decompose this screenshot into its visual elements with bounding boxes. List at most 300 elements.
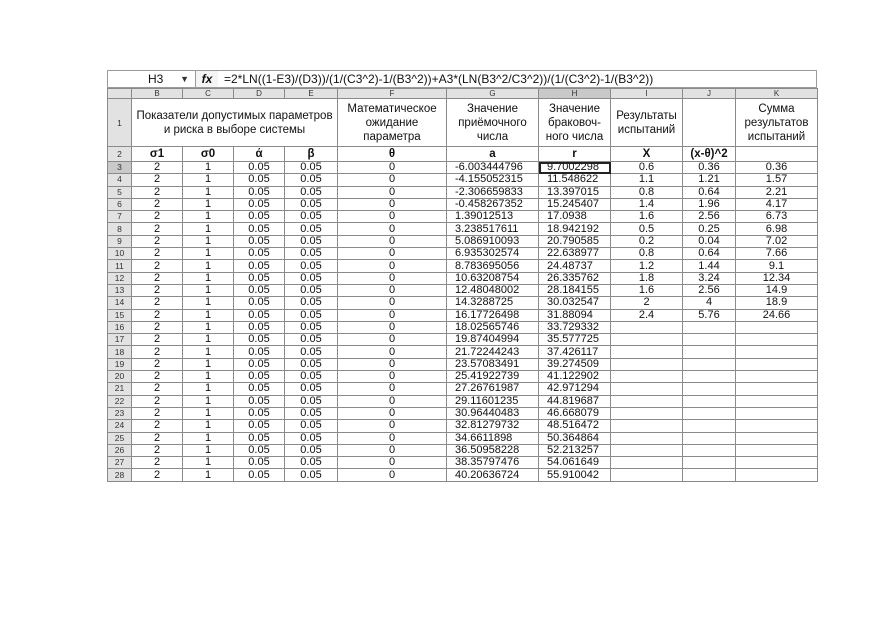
cell[interactable]: 0 bbox=[338, 358, 447, 370]
cell[interactable]: 0 bbox=[338, 309, 447, 321]
cell[interactable]: 18.942192 bbox=[539, 223, 611, 235]
cell[interactable]: 0.64 bbox=[683, 248, 736, 260]
cell[interactable]: -6.003444796 bbox=[447, 162, 539, 174]
row-header[interactable]: 26 bbox=[108, 444, 132, 456]
cell[interactable]: 1 bbox=[183, 248, 234, 260]
cell[interactable]: 0.05 bbox=[285, 235, 338, 247]
cell[interactable]: 2 bbox=[132, 272, 183, 284]
cell[interactable]: 0 bbox=[338, 334, 447, 346]
cell[interactable]: 2 bbox=[132, 260, 183, 272]
cell[interactable]: 18.9 bbox=[736, 297, 818, 309]
cell[interactable]: 2 bbox=[132, 358, 183, 370]
cell[interactable] bbox=[683, 432, 736, 444]
cell[interactable] bbox=[611, 444, 683, 456]
row-header[interactable]: 12 bbox=[108, 272, 132, 284]
cell[interactable]: 11.548622 bbox=[539, 174, 611, 186]
cell[interactable]: 1.1 bbox=[611, 174, 683, 186]
cell[interactable] bbox=[611, 358, 683, 370]
symbol-cell[interactable]: θ bbox=[338, 147, 447, 162]
cell[interactable]: 0 bbox=[338, 186, 447, 198]
cell[interactable]: 2 bbox=[132, 162, 183, 174]
cell[interactable]: 20.790585 bbox=[539, 235, 611, 247]
cell[interactable]: 52.213257 bbox=[539, 444, 611, 456]
column-header[interactable]: D bbox=[234, 89, 285, 99]
cell[interactable]: 12.34 bbox=[736, 272, 818, 284]
cell[interactable]: 2 bbox=[132, 371, 183, 383]
cell[interactable]: -4.155052315 bbox=[447, 174, 539, 186]
cell[interactable]: 2 bbox=[611, 297, 683, 309]
cell[interactable] bbox=[736, 371, 818, 383]
cell[interactable]: 0.05 bbox=[234, 420, 285, 432]
cell[interactable]: 2 bbox=[132, 420, 183, 432]
cell[interactable]: 3.238517611 bbox=[447, 223, 539, 235]
cell[interactable]: 28.184155 bbox=[539, 284, 611, 296]
cell[interactable] bbox=[736, 469, 818, 481]
cell[interactable]: 0.05 bbox=[234, 334, 285, 346]
row-header[interactable]: 15 bbox=[108, 309, 132, 321]
cell[interactable]: 15.245407 bbox=[539, 198, 611, 210]
cell[interactable] bbox=[611, 432, 683, 444]
cell[interactable]: 2 bbox=[132, 457, 183, 469]
cell[interactable]: 1 bbox=[183, 260, 234, 272]
row-header[interactable]: 11 bbox=[108, 260, 132, 272]
cell[interactable]: 0 bbox=[338, 457, 447, 469]
cell[interactable]: 9.1 bbox=[736, 260, 818, 272]
cell[interactable]: 0 bbox=[338, 297, 447, 309]
cell[interactable]: 0 bbox=[338, 174, 447, 186]
row-header[interactable]: 17 bbox=[108, 334, 132, 346]
cell[interactable]: 0 bbox=[338, 211, 447, 223]
cell[interactable]: 48.516472 bbox=[539, 420, 611, 432]
cell[interactable]: 0.05 bbox=[285, 309, 338, 321]
cell[interactable]: 1 bbox=[183, 371, 234, 383]
cell[interactable]: 1 bbox=[183, 432, 234, 444]
name-box[interactable] bbox=[108, 71, 196, 87]
select-all-corner[interactable] bbox=[108, 89, 132, 99]
cell[interactable]: 1 bbox=[183, 198, 234, 210]
cell[interactable]: 16.17726498 bbox=[447, 309, 539, 321]
cell[interactable]: -2.306659833 bbox=[447, 186, 539, 198]
cell[interactable]: 0.05 bbox=[285, 211, 338, 223]
cell[interactable]: 0.05 bbox=[234, 223, 285, 235]
cell[interactable]: 0.25 bbox=[683, 223, 736, 235]
cell[interactable] bbox=[683, 334, 736, 346]
cell[interactable]: 0.05 bbox=[234, 248, 285, 260]
fx-icon[interactable]: fx bbox=[201, 72, 213, 86]
cell[interactable]: 13.397015 bbox=[539, 186, 611, 198]
symbol-cell[interactable] bbox=[736, 147, 818, 162]
row-header[interactable]: 21 bbox=[108, 383, 132, 395]
cell[interactable] bbox=[611, 469, 683, 481]
cell[interactable] bbox=[683, 444, 736, 456]
cell[interactable]: 2 bbox=[132, 198, 183, 210]
cell[interactable]: 1.8 bbox=[611, 272, 683, 284]
column-header[interactable]: G bbox=[447, 89, 539, 99]
row-header[interactable]: 28 bbox=[108, 469, 132, 481]
cell[interactable]: 0.05 bbox=[234, 469, 285, 481]
row-header[interactable]: 4 bbox=[108, 174, 132, 186]
cell[interactable]: 38.35797476 bbox=[447, 457, 539, 469]
column-header[interactable]: J bbox=[683, 89, 736, 99]
cell[interactable]: 0.05 bbox=[234, 186, 285, 198]
cell[interactable]: 2 bbox=[132, 395, 183, 407]
cell[interactable]: 0.05 bbox=[285, 248, 338, 260]
cell[interactable] bbox=[736, 407, 818, 419]
cell[interactable]: 0.05 bbox=[285, 395, 338, 407]
cell[interactable]: 1 bbox=[183, 346, 234, 358]
cell[interactable]: 0.36 bbox=[736, 162, 818, 174]
cell[interactable]: 4 bbox=[683, 297, 736, 309]
row-header[interactable]: 22 bbox=[108, 395, 132, 407]
cell[interactable]: 0 bbox=[338, 346, 447, 358]
cell[interactable]: 7.02 bbox=[736, 235, 818, 247]
cell[interactable]: 0.05 bbox=[285, 198, 338, 210]
row-header[interactable]: 5 bbox=[108, 186, 132, 198]
cell[interactable]: 1 bbox=[183, 235, 234, 247]
cell[interactable]: 19.87404994 bbox=[447, 334, 539, 346]
cell[interactable]: 2 bbox=[132, 346, 183, 358]
cell[interactable] bbox=[683, 371, 736, 383]
cell[interactable]: 18.02565746 bbox=[447, 321, 539, 333]
cell[interactable]: 0.05 bbox=[234, 383, 285, 395]
cell[interactable]: 0 bbox=[338, 420, 447, 432]
cell[interactable]: 0.05 bbox=[285, 174, 338, 186]
row-header[interactable]: 25 bbox=[108, 432, 132, 444]
cell[interactable]: 0.05 bbox=[234, 272, 285, 284]
cell[interactable]: 0 bbox=[338, 248, 447, 260]
cell[interactable]: 0.05 bbox=[234, 297, 285, 309]
row-header[interactable]: 14 bbox=[108, 297, 132, 309]
cell[interactable]: 1 bbox=[183, 420, 234, 432]
cell[interactable]: 0.05 bbox=[285, 223, 338, 235]
cell[interactable]: 0.6 bbox=[611, 162, 683, 174]
column-header[interactable]: B bbox=[132, 89, 183, 99]
cell[interactable]: 2 bbox=[132, 235, 183, 247]
cell[interactable]: 33.729332 bbox=[539, 321, 611, 333]
cell[interactable]: 6.935302574 bbox=[447, 248, 539, 260]
cell[interactable]: 0.8 bbox=[611, 186, 683, 198]
symbol-cell[interactable]: ά bbox=[234, 147, 285, 162]
cell[interactable]: 2 bbox=[132, 309, 183, 321]
cell[interactable]: 29.11601235 bbox=[447, 395, 539, 407]
cell[interactable]: 1.21 bbox=[683, 174, 736, 186]
cell[interactable] bbox=[736, 444, 818, 456]
cell[interactable]: 0 bbox=[338, 469, 447, 481]
cell[interactable]: 1 bbox=[183, 162, 234, 174]
cell[interactable]: 1 bbox=[183, 211, 234, 223]
cell[interactable]: 0.05 bbox=[285, 432, 338, 444]
cell[interactable]: 0 bbox=[338, 260, 447, 272]
cell[interactable]: 1.96 bbox=[683, 198, 736, 210]
cell[interactable]: 0.05 bbox=[285, 358, 338, 370]
cell[interactable]: 0.05 bbox=[285, 260, 338, 272]
cell[interactable]: 37.426117 bbox=[539, 346, 611, 358]
cell[interactable]: 2 bbox=[132, 211, 183, 223]
cell[interactable]: 2 bbox=[132, 444, 183, 456]
cell[interactable]: 0 bbox=[338, 198, 447, 210]
cell[interactable]: 2.56 bbox=[683, 284, 736, 296]
row-header[interactable]: 10 bbox=[108, 248, 132, 260]
cell[interactable]: 1 bbox=[183, 383, 234, 395]
cell[interactable]: 9.7002298 bbox=[539, 162, 611, 174]
cell[interactable] bbox=[736, 383, 818, 395]
cell[interactable]: 1 bbox=[183, 469, 234, 481]
cell[interactable]: 2 bbox=[132, 223, 183, 235]
cell[interactable] bbox=[611, 321, 683, 333]
cell[interactable]: 0.05 bbox=[285, 469, 338, 481]
cell[interactable]: 2 bbox=[132, 248, 183, 260]
column-header[interactable]: E bbox=[285, 89, 338, 99]
cell[interactable]: 3.24 bbox=[683, 272, 736, 284]
cell[interactable]: 36.50958228 bbox=[447, 444, 539, 456]
cell[interactable]: 0.05 bbox=[285, 334, 338, 346]
cell[interactable]: 2 bbox=[132, 432, 183, 444]
cell[interactable]: 0 bbox=[338, 395, 447, 407]
cell[interactable]: 17.0938 bbox=[539, 211, 611, 223]
cell[interactable]: 35.577725 bbox=[539, 334, 611, 346]
cell[interactable]: 1 bbox=[183, 297, 234, 309]
cell[interactable]: 0.05 bbox=[285, 420, 338, 432]
cell[interactable]: 4.17 bbox=[736, 198, 818, 210]
cell[interactable]: 26.335762 bbox=[539, 272, 611, 284]
cell[interactable]: 22.638977 bbox=[539, 248, 611, 260]
cell[interactable]: 2.21 bbox=[736, 186, 818, 198]
cell[interactable]: 0 bbox=[338, 223, 447, 235]
row-header[interactable]: 24 bbox=[108, 420, 132, 432]
cell[interactable]: 1 bbox=[183, 321, 234, 333]
header-test-results[interactable]: Результаты испытаний bbox=[611, 99, 683, 147]
cell[interactable]: 6.98 bbox=[736, 223, 818, 235]
cell[interactable]: 0 bbox=[338, 371, 447, 383]
header-acceptance-number[interactable]: Значение приёмочного числа bbox=[447, 99, 539, 147]
cell[interactable] bbox=[683, 346, 736, 358]
cell[interactable]: 1 bbox=[183, 186, 234, 198]
cell[interactable]: 0.05 bbox=[285, 383, 338, 395]
cell[interactable]: 0.05 bbox=[285, 297, 338, 309]
cell[interactable]: 0.05 bbox=[285, 162, 338, 174]
column-header[interactable]: F bbox=[338, 89, 447, 99]
cell[interactable]: 6.73 bbox=[736, 211, 818, 223]
cell[interactable]: 41.122902 bbox=[539, 371, 611, 383]
header-math-expectation[interactable]: Математическое ожидание параметра bbox=[338, 99, 447, 147]
cell[interactable]: 0.05 bbox=[234, 395, 285, 407]
cell[interactable]: 0.05 bbox=[234, 284, 285, 296]
cell[interactable]: 1.4 bbox=[611, 198, 683, 210]
cell[interactable] bbox=[611, 383, 683, 395]
cell[interactable]: 0.05 bbox=[234, 309, 285, 321]
cell[interactable] bbox=[683, 395, 736, 407]
cell[interactable]: 0.05 bbox=[234, 211, 285, 223]
cell[interactable]: 2 bbox=[132, 297, 183, 309]
cell[interactable]: 1 bbox=[183, 358, 234, 370]
cell[interactable]: 0.05 bbox=[234, 444, 285, 456]
cell[interactable]: 23.57083491 bbox=[447, 358, 539, 370]
cell[interactable]: 0.64 bbox=[683, 186, 736, 198]
cell[interactable] bbox=[736, 321, 818, 333]
cell[interactable]: 5.086910093 bbox=[447, 235, 539, 247]
cell[interactable]: 7.66 bbox=[736, 248, 818, 260]
cell[interactable]: 0 bbox=[338, 162, 447, 174]
cell[interactable] bbox=[736, 346, 818, 358]
row-header[interactable]: 6 bbox=[108, 198, 132, 210]
cell[interactable]: 1 bbox=[183, 407, 234, 419]
cell[interactable]: 0.05 bbox=[234, 260, 285, 272]
cell[interactable]: 0.05 bbox=[285, 272, 338, 284]
cell[interactable]: 40.20636724 bbox=[447, 469, 539, 481]
header-results-sum[interactable]: Сумма результатов испытаний bbox=[736, 99, 818, 147]
cell[interactable]: 0.5 bbox=[611, 223, 683, 235]
cell[interactable]: 24.66 bbox=[736, 309, 818, 321]
column-header[interactable]: H bbox=[539, 89, 611, 99]
cell[interactable]: 54.061649 bbox=[539, 457, 611, 469]
cell[interactable]: 31.88094 bbox=[539, 309, 611, 321]
cell[interactable]: 34.6611898 bbox=[447, 432, 539, 444]
cell[interactable]: 0 bbox=[338, 383, 447, 395]
cell[interactable]: 0.05 bbox=[285, 444, 338, 456]
formula-input[interactable]: =2*LN((1-E3)/(D3))/(1/(C3^2)-1/(B3^2))+A3*(LN(B3^2/C3^2))/(1/(C3^2)-1/(B3^2)) bbox=[218, 71, 816, 87]
cell[interactable]: 5.76 bbox=[683, 309, 736, 321]
cell[interactable]: 0.05 bbox=[234, 371, 285, 383]
cell[interactable]: 1 bbox=[183, 272, 234, 284]
cell[interactable]: 1.57 bbox=[736, 174, 818, 186]
row-header[interactable]: 7 bbox=[108, 211, 132, 223]
cell[interactable]: 0.05 bbox=[285, 321, 338, 333]
column-header[interactable]: I bbox=[611, 89, 683, 99]
cell[interactable]: 0 bbox=[338, 321, 447, 333]
cell[interactable]: 0 bbox=[338, 284, 447, 296]
cell[interactable]: 0.05 bbox=[234, 162, 285, 174]
cell[interactable] bbox=[736, 358, 818, 370]
cell[interactable]: 0 bbox=[338, 272, 447, 284]
cell[interactable]: -0.458267352 bbox=[447, 198, 539, 210]
cell[interactable]: 30.96440483 bbox=[447, 407, 539, 419]
cell[interactable]: 0.04 bbox=[683, 235, 736, 247]
cell[interactable]: 2 bbox=[132, 186, 183, 198]
cell[interactable]: 55.910042 bbox=[539, 469, 611, 481]
cell[interactable]: 2 bbox=[132, 284, 183, 296]
cell[interactable] bbox=[611, 346, 683, 358]
cell[interactable]: 0 bbox=[338, 444, 447, 456]
cell[interactable]: 0 bbox=[338, 235, 447, 247]
cell[interactable]: 1 bbox=[183, 457, 234, 469]
cell[interactable]: 46.668079 bbox=[539, 407, 611, 419]
cell[interactable]: 14.9 bbox=[736, 284, 818, 296]
symbol-cell[interactable]: X bbox=[611, 147, 683, 162]
row-header[interactable]: 8 bbox=[108, 223, 132, 235]
column-header[interactable]: K bbox=[736, 89, 818, 99]
cell[interactable]: 39.274509 bbox=[539, 358, 611, 370]
cell[interactable]: 1.44 bbox=[683, 260, 736, 272]
cell[interactable]: 14.3288725 bbox=[447, 297, 539, 309]
cell[interactable]: 2.4 bbox=[611, 309, 683, 321]
cell[interactable]: 10.63208754 bbox=[447, 272, 539, 284]
symbol-cell[interactable]: β bbox=[285, 147, 338, 162]
cell[interactable]: 0.05 bbox=[234, 235, 285, 247]
cell[interactable]: 0.05 bbox=[234, 346, 285, 358]
cell[interactable]: 0.05 bbox=[285, 186, 338, 198]
cell[interactable]: 0.05 bbox=[234, 432, 285, 444]
row-header[interactable]: 20 bbox=[108, 371, 132, 383]
cell[interactable]: 0.05 bbox=[285, 284, 338, 296]
cell[interactable] bbox=[736, 432, 818, 444]
cell[interactable]: 2.56 bbox=[683, 211, 736, 223]
cell[interactable]: 27.26761987 bbox=[447, 383, 539, 395]
cell[interactable]: 1 bbox=[183, 334, 234, 346]
symbol-cell[interactable]: a bbox=[447, 147, 539, 162]
cell[interactable]: 1.6 bbox=[611, 284, 683, 296]
row-header[interactable]: 27 bbox=[108, 457, 132, 469]
cell[interactable]: 1 bbox=[183, 284, 234, 296]
cell[interactable]: 24.48737 bbox=[539, 260, 611, 272]
row-header[interactable]: 13 bbox=[108, 284, 132, 296]
cell[interactable] bbox=[683, 420, 736, 432]
cell[interactable]: 2 bbox=[132, 383, 183, 395]
cell[interactable]: 32.81279732 bbox=[447, 420, 539, 432]
cell[interactable]: 1.2 bbox=[611, 260, 683, 272]
symbol-cell[interactable]: σ0 bbox=[183, 147, 234, 162]
cell[interactable] bbox=[683, 469, 736, 481]
cell[interactable]: 2 bbox=[132, 321, 183, 333]
cell[interactable]: 0.05 bbox=[285, 407, 338, 419]
cell[interactable]: 0.05 bbox=[285, 371, 338, 383]
cell[interactable] bbox=[611, 407, 683, 419]
cell[interactable]: 2 bbox=[132, 469, 183, 481]
cell[interactable] bbox=[736, 395, 818, 407]
row-header[interactable]: 18 bbox=[108, 346, 132, 358]
cell[interactable] bbox=[611, 334, 683, 346]
cell[interactable]: 0 bbox=[338, 407, 447, 419]
cell[interactable] bbox=[683, 321, 736, 333]
cell[interactable]: 1 bbox=[183, 174, 234, 186]
cell[interactable]: 0.05 bbox=[234, 174, 285, 186]
row-header[interactable]: 9 bbox=[108, 235, 132, 247]
row-header[interactable]: 19 bbox=[108, 358, 132, 370]
header-empty[interactable] bbox=[683, 99, 736, 147]
header-rejection-number[interactable]: Значение браковоч-ного числа bbox=[539, 99, 611, 147]
cell[interactable] bbox=[683, 383, 736, 395]
cell[interactable] bbox=[611, 420, 683, 432]
cell[interactable]: 0.8 bbox=[611, 248, 683, 260]
cell[interactable]: 25.41922739 bbox=[447, 371, 539, 383]
symbol-cell[interactable]: σ1 bbox=[132, 147, 183, 162]
cell[interactable]: 1.6 bbox=[611, 211, 683, 223]
row-header[interactable]: 23 bbox=[108, 407, 132, 419]
cell[interactable] bbox=[736, 334, 818, 346]
cell[interactable]: 2 bbox=[132, 334, 183, 346]
cell[interactable]: 2 bbox=[132, 174, 183, 186]
cell[interactable]: 0 bbox=[338, 432, 447, 444]
row-header[interactable]: 3 bbox=[108, 162, 132, 174]
row-header[interactable]: 16 bbox=[108, 321, 132, 333]
cell[interactable] bbox=[683, 407, 736, 419]
row-header[interactable]: 2 bbox=[108, 147, 132, 162]
cell[interactable]: 0.36 bbox=[683, 162, 736, 174]
cell[interactable]: 1 bbox=[183, 309, 234, 321]
cell[interactable]: 42.971294 bbox=[539, 383, 611, 395]
cell[interactable] bbox=[611, 457, 683, 469]
cell[interactable] bbox=[611, 371, 683, 383]
cell[interactable]: 8.783695056 bbox=[447, 260, 539, 272]
chevron-down-icon[interactable]: ▼ bbox=[180, 74, 189, 84]
cell[interactable]: 1 bbox=[183, 223, 234, 235]
cell[interactable]: 0.2 bbox=[611, 235, 683, 247]
cell[interactable]: 44.819687 bbox=[539, 395, 611, 407]
cell[interactable]: 0.05 bbox=[234, 321, 285, 333]
cell[interactable] bbox=[736, 420, 818, 432]
symbol-cell[interactable]: r bbox=[539, 147, 611, 162]
header-params[interactable]: Показатели допустимых параметров и риска в выборе системы bbox=[132, 99, 338, 147]
cell[interactable]: 1 bbox=[183, 444, 234, 456]
